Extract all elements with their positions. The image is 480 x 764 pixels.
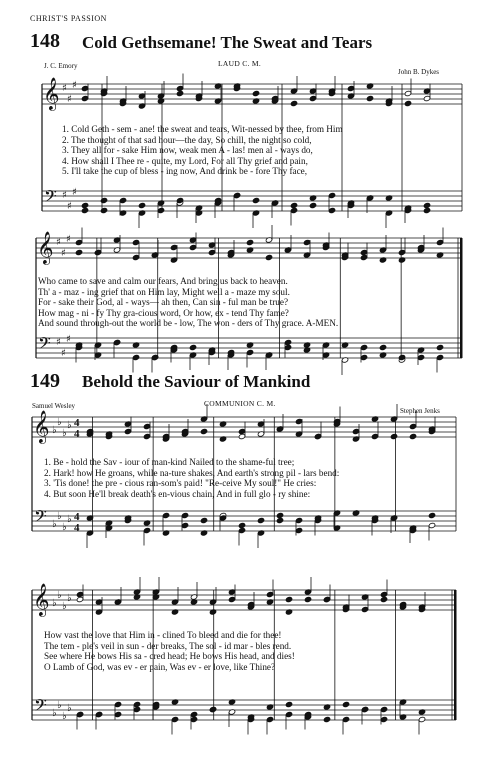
note-head bbox=[284, 339, 291, 345]
tune-name: COMMUNION C. M. bbox=[204, 399, 276, 408]
lyric-line: 1. Cold Geth - sem - ane! the sweat and tears, Wit-nessed by thee, from Him bbox=[62, 124, 343, 134]
note-head bbox=[233, 192, 240, 198]
note-head bbox=[76, 591, 83, 597]
lyric-line: 2. Hark! how He groans, while na-ture shakes, And earth's strong pil - lars bend: bbox=[44, 467, 340, 478]
note-head bbox=[81, 95, 88, 101]
time-signature: 4 bbox=[74, 522, 80, 534]
note-head bbox=[228, 596, 235, 602]
note-head bbox=[138, 202, 145, 208]
note-head bbox=[303, 239, 310, 245]
note-head bbox=[290, 100, 297, 106]
note-head bbox=[290, 207, 297, 213]
note-head bbox=[423, 207, 430, 213]
flat-icon: ♭ bbox=[62, 522, 67, 533]
note-head bbox=[100, 207, 107, 213]
note-head bbox=[361, 606, 368, 612]
note-head bbox=[246, 349, 253, 355]
note-head bbox=[323, 716, 330, 722]
final-barline bbox=[460, 238, 463, 358]
bass-clef-icon: 𝄢 bbox=[34, 506, 47, 530]
note-head bbox=[95, 711, 102, 717]
note-head bbox=[113, 339, 120, 345]
note-head bbox=[81, 85, 88, 91]
lyric-line: How mag - ni - fy Thy gra-cious word, Or how, ex - tend Thy fame? bbox=[38, 307, 289, 318]
note-head bbox=[76, 596, 83, 602]
tune-name: LAUD C. M. bbox=[218, 59, 262, 68]
note-head bbox=[143, 527, 150, 533]
lyric-line: 5. I'll take the cup of bless - ing now, And drink be - fore Thy face, bbox=[62, 166, 308, 177]
note-head bbox=[189, 344, 196, 350]
bass-clef-icon: 𝄢 bbox=[44, 186, 57, 210]
note-head bbox=[366, 95, 373, 101]
note-head bbox=[119, 197, 126, 203]
note-head bbox=[409, 433, 416, 439]
lyric-line: 4. How shall I Thee re - quite, my Lord, For all Thy grief and pain, bbox=[62, 155, 308, 166]
note-head bbox=[328, 192, 335, 198]
bass-clef-icon: 𝄢 bbox=[38, 333, 51, 357]
note-head bbox=[295, 517, 302, 523]
note-head bbox=[100, 197, 107, 203]
note-head bbox=[133, 701, 140, 707]
note-head bbox=[208, 249, 215, 255]
hymn-number: 148 bbox=[30, 30, 60, 52]
flat-icon: ♭ bbox=[57, 511, 62, 522]
note-head bbox=[328, 207, 335, 213]
lyric-line: For - sake their God, al - ways— ah then, Can sin - ful man be true? bbox=[38, 297, 289, 308]
note-head bbox=[181, 512, 188, 518]
note-head bbox=[265, 254, 272, 260]
note-head bbox=[285, 596, 292, 602]
note-head bbox=[132, 239, 139, 245]
note-head bbox=[309, 95, 316, 101]
lyric-line: 3. 'Tis done! the pre - cious ran-som's paid! "Re-ceive My soul!" He cries: bbox=[44, 478, 317, 489]
final-barline bbox=[454, 590, 457, 720]
note-head bbox=[190, 711, 197, 717]
note-head bbox=[409, 423, 416, 429]
note-head bbox=[81, 207, 88, 213]
lyric-line: And sound through-out the world be - low, The won - ders of Thy grace. A-MEN. bbox=[38, 318, 339, 329]
note-head bbox=[436, 354, 443, 360]
note-head bbox=[361, 706, 368, 712]
note-head bbox=[309, 202, 316, 208]
sharp-icon: ♯ bbox=[61, 348, 66, 359]
flat-icon: ♭ bbox=[67, 420, 72, 431]
hymn-author: Samuel Wesley bbox=[32, 402, 76, 410]
note-head bbox=[81, 202, 88, 208]
note-head bbox=[436, 239, 443, 245]
lyric-line: See where He bows His sa - cred head; He bows His head, and dies! bbox=[44, 651, 295, 662]
note-head bbox=[276, 512, 283, 518]
note-head bbox=[360, 254, 367, 260]
note-head bbox=[238, 527, 245, 533]
note-head bbox=[181, 522, 188, 528]
note-head bbox=[371, 433, 378, 439]
hymn-composer: John B. Dykes bbox=[398, 68, 440, 76]
flat-icon: ♭ bbox=[62, 428, 67, 439]
note-head bbox=[295, 418, 302, 424]
sharp-icon: ♯ bbox=[67, 94, 72, 105]
lyric-line: Th' a - maz - ing grief that on Him lay, Might well a - maze my soul. bbox=[38, 286, 290, 297]
treble-clef-icon: 𝄞 bbox=[37, 231, 54, 264]
note-head bbox=[200, 428, 207, 434]
note-head bbox=[170, 244, 177, 250]
note-head bbox=[284, 344, 291, 350]
note-head bbox=[398, 249, 405, 255]
note-head bbox=[342, 701, 349, 707]
note-head bbox=[404, 100, 411, 106]
flat-icon: ♭ bbox=[67, 593, 72, 604]
note-head bbox=[290, 202, 297, 208]
sharp-icon: ♯ bbox=[61, 248, 66, 259]
flat-icon: ♭ bbox=[62, 711, 67, 722]
hymn-title: Behold the Saviour of Mankind bbox=[82, 372, 311, 391]
note-head bbox=[76, 711, 83, 717]
note-head bbox=[94, 249, 101, 255]
flat-icon: ♭ bbox=[52, 598, 57, 609]
lyric-line: 4. But soon He'll break death's en-vious chain, And in full glo - ry shine: bbox=[44, 488, 311, 499]
hymn-title: Cold Gethsemane! The Sweat and Tears bbox=[82, 33, 373, 52]
note-head bbox=[266, 591, 273, 597]
note-head bbox=[423, 202, 430, 208]
note-head bbox=[323, 596, 330, 602]
note-head bbox=[143, 423, 150, 429]
flat-icon: ♭ bbox=[52, 425, 57, 436]
note-head bbox=[157, 207, 164, 213]
note-head bbox=[418, 716, 425, 722]
flat-icon: ♭ bbox=[57, 590, 62, 601]
note-head bbox=[114, 701, 121, 707]
flat-icon: ♭ bbox=[52, 708, 57, 719]
note-head bbox=[176, 90, 183, 96]
flat-icon: ♭ bbox=[52, 519, 57, 530]
lyric-line: 1. Be - hold the Sav - iour of man-kind Nailed to the shame-ful tree; bbox=[44, 457, 295, 467]
flat-icon: ♭ bbox=[67, 703, 72, 714]
lyric-line: How vast the love that Him in - clined To bleed and die for thee! bbox=[44, 630, 282, 640]
note-head bbox=[238, 433, 245, 439]
note-head bbox=[347, 85, 354, 91]
flat-icon: ♭ bbox=[57, 417, 62, 428]
note-head bbox=[380, 716, 387, 722]
time-signature: 4 bbox=[74, 417, 80, 429]
flat-icon: ♭ bbox=[62, 601, 67, 612]
note-head bbox=[276, 517, 283, 523]
note-head bbox=[124, 428, 131, 434]
note-head bbox=[200, 517, 207, 523]
flat-icon: ♭ bbox=[57, 700, 62, 711]
note-head bbox=[252, 90, 259, 96]
note-head bbox=[304, 596, 311, 602]
section-header: CHRIST'S PASSION bbox=[30, 14, 107, 23]
sharp-icon: ♯ bbox=[72, 80, 77, 91]
treble-clef-icon: 𝄞 bbox=[43, 77, 60, 110]
hymn-number: 149 bbox=[30, 370, 60, 392]
note-head bbox=[133, 706, 140, 712]
sharp-icon: ♯ bbox=[72, 187, 77, 198]
note-head bbox=[314, 433, 321, 439]
bass-clef-icon: 𝄢 bbox=[34, 695, 47, 719]
note-head bbox=[428, 522, 435, 528]
sharp-icon: ♯ bbox=[56, 337, 61, 348]
note-head bbox=[266, 716, 273, 722]
flat-icon: ♭ bbox=[67, 514, 72, 525]
time-signature: 4 bbox=[74, 428, 80, 440]
treble-clef-icon: 𝄞 bbox=[33, 583, 50, 616]
note-head bbox=[428, 512, 435, 518]
note-head bbox=[252, 197, 259, 203]
note-head bbox=[171, 716, 178, 722]
note-head bbox=[285, 711, 292, 717]
sharp-icon: ♯ bbox=[66, 334, 71, 345]
note-head bbox=[380, 591, 387, 597]
note-head bbox=[257, 517, 264, 523]
note-head bbox=[390, 433, 397, 439]
note-head bbox=[246, 239, 253, 245]
note-head bbox=[360, 249, 367, 255]
note-head bbox=[132, 354, 139, 360]
sharp-icon: ♯ bbox=[67, 201, 72, 212]
note-head bbox=[114, 711, 121, 717]
note-head bbox=[162, 512, 169, 518]
note-head bbox=[238, 428, 245, 434]
sharp-icon: ♯ bbox=[56, 237, 61, 248]
note-head bbox=[360, 344, 367, 350]
note-head bbox=[238, 522, 245, 528]
note-head bbox=[285, 701, 292, 707]
note-head bbox=[132, 254, 139, 260]
sharp-icon: ♯ bbox=[62, 83, 67, 94]
note-head bbox=[360, 354, 367, 360]
treble-clef-icon: 𝄞 bbox=[33, 410, 50, 443]
hymn-author: J. C. Emory bbox=[44, 62, 78, 70]
note-head bbox=[176, 85, 183, 91]
note-head bbox=[209, 706, 216, 712]
lyric-line: Who came to save and calm our fears, And bring us back to heaven. bbox=[38, 276, 288, 286]
lyric-line: 3. They all for - sake Him now, weak men A - las! men al - ways do, bbox=[62, 145, 313, 156]
time-signature: 4 bbox=[74, 511, 80, 523]
note-head bbox=[423, 95, 430, 101]
sharp-icon: ♯ bbox=[62, 190, 67, 201]
note-head bbox=[379, 344, 386, 350]
lyric-line: 2. The thought of that sad hour—the day, So chill, the night so cold, bbox=[62, 134, 312, 145]
lyric-line: The tem - ple's veil in sun - der breaks, The sol - id mar - bles rend. bbox=[44, 640, 292, 651]
note-head bbox=[380, 596, 387, 602]
note-head bbox=[75, 239, 82, 245]
hymn-composer: Stephen Jenks bbox=[400, 407, 440, 415]
note-head bbox=[404, 90, 411, 96]
lyric-line: O Lamb of God, was ev - er pain, Was ev - er love, like Thine? bbox=[44, 661, 276, 672]
note-head bbox=[352, 428, 359, 434]
note-head bbox=[75, 249, 82, 255]
note-head bbox=[380, 706, 387, 712]
note-head bbox=[417, 354, 424, 360]
note-head bbox=[190, 716, 197, 722]
note-head bbox=[436, 344, 443, 350]
note-head bbox=[342, 716, 349, 722]
sharp-icon: ♯ bbox=[66, 234, 71, 245]
note-head bbox=[295, 527, 302, 533]
note-head bbox=[189, 244, 196, 250]
note-head bbox=[143, 433, 150, 439]
